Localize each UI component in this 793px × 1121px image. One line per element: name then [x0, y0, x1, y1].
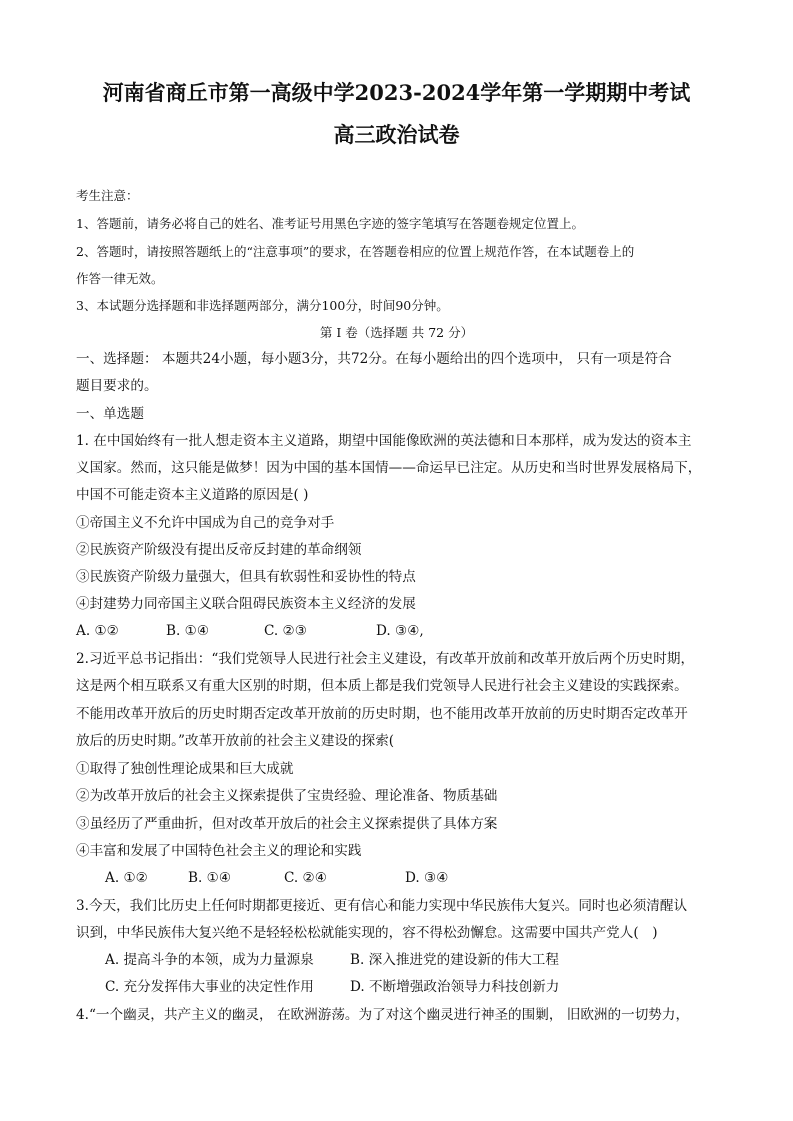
notice-item-1: 1、答题前，请务必将自己的姓名、准考证号用黑色字迹的签字笔填写在答题卷规定位置上。 — [76, 216, 584, 231]
notice-item-2-cont: 作答一律无效。 — [76, 271, 164, 286]
q2-option-a[interactable]: A. ①② — [105, 870, 148, 886]
q1-stem-line-2: 义国家。然而，这只能是做梦！因为中国的基本国情——命运早已注定。从历史和当时世界发展格局下， — [76, 460, 702, 476]
q2-statement-1: ①取得了独创性理论成果和巨大成就 — [76, 761, 294, 777]
q3-option-c[interactable]: C. 充分发挥伟大事业的决定性作用 — [105, 979, 314, 995]
q2-stem-line-4: 放后的历史时期。”改革开放前的社会主义建设的探索( — [76, 733, 395, 749]
section-type: 一、单选题 — [76, 406, 144, 422]
q2-option-d[interactable]: D. ③④ — [405, 870, 449, 886]
q1-option-b[interactable]: B. ①④ — [166, 623, 210, 639]
q1-statement-2: ②民族资产阶级没有提出反帝反封建的革命纲领 — [76, 542, 362, 558]
q3-option-b[interactable]: B. 深入推进党的建设新的伟大工程 — [350, 952, 559, 968]
section-instructions: 一、选择题： 本题共24小题，每小题3分，共72分。在每小题给出的四个选项中， 只有一项是符合 — [76, 351, 672, 367]
q4-stem-line-1: 4.“一个幽灵，共产主义的幽灵， 在欧洲游荡。为了对这个幽灵进行神圣的围剿， 旧欧洲的一切势力， — [76, 1007, 690, 1023]
q1-option-c[interactable]: C. ②③ — [264, 623, 307, 639]
q1-statement-4: ④封建势力同帝国主义联合阻碍民族资本主义经济的发展 — [76, 596, 416, 612]
notice-item-3: 3、本试题分选择题和非选择题两部分，满分100分，时间90分钟。 — [76, 298, 449, 313]
q2-option-b[interactable]: B. ①④ — [188, 870, 232, 886]
exam-subtitle: 高三政治试卷 — [333, 122, 460, 147]
q2-stem-line-3: 不能用改革开放后的历史时期否定改革开放前的历史时期，也不能用改革开放前的历史时期否定改革开 — [76, 706, 688, 722]
q1-option-d[interactable]: D. ③④, — [376, 623, 424, 639]
section-instructions-cont: 题目要求的。 — [76, 378, 158, 394]
q1-statement-3: ③民族资产阶级力量强大，但具有软弱性和妥协性的特点 — [76, 569, 416, 585]
q1-stem-line-3: 中国不可能走资本主义道路的原因是( ) — [76, 487, 309, 503]
q2-statement-2: ②为改革开放后的社会主义探索提供了宝贵经验、理论准备、物质基础 — [76, 788, 498, 804]
exam-title: 河南省商丘市第一高级中学2023-2024学年第一学期期中考试 — [102, 80, 691, 105]
notice-item-2: 2、答题时，请按照答题纸上的“注意事项”的要求，在答题卷相应的位置上规范作答，在本试题卷上的 — [76, 244, 635, 259]
q2-statement-3: ③虽经历了严重曲折，但对改革开放后的社会主义探索提供了具体方案 — [76, 816, 498, 832]
q3-stem-line-1: 3.今天，我们比历史上任何时期都更接近、更有信心和能力实现中华民族伟大复兴。同时也必须清醒认 — [76, 898, 688, 914]
part1-header: 第 Ⅰ 卷（选择题 共 72 分） — [319, 325, 474, 340]
q1-option-a[interactable]: A. ①② — [76, 623, 119, 639]
q3-option-a[interactable]: A. 提高斗争的本领，成为力量源泉 — [105, 952, 314, 968]
q2-option-c[interactable]: C. ②④ — [284, 870, 327, 886]
q2-statement-4: ④丰富和发展了中国特色社会主义的理论和实践 — [76, 843, 362, 859]
q1-statement-1: ①帝国主义不允许中国成为自己的竞争对手 — [76, 515, 335, 531]
q2-stem-line-2: 这是两个相互联系又有重大区别的时期，但本质上都是我们党领导人民进行社会主义建设的实践探索。 — [76, 678, 688, 694]
q1-stem-line-1: 1. 在中国始终有一批人想走资本主义道路，期望中国能像欧洲的英法德和日本那样，成为发达的资本主 — [76, 433, 692, 449]
q2-stem-line-1: 2.习近平总书记指出：“我们党领导人民进行社会主义建设，有改革开放前和改革开放后两个历史时期， — [76, 651, 695, 667]
notice-heading: 考生注意： — [76, 188, 139, 203]
q3-option-d[interactable]: D. 不断增强政治领导力科技创新力 — [350, 979, 560, 995]
q3-stem-line-2: 识到，中华民族伟大复兴绝不是轻轻松松就能实现的，容不得松劲懈怠。这需要中国共产党人( ) — [76, 925, 658, 941]
